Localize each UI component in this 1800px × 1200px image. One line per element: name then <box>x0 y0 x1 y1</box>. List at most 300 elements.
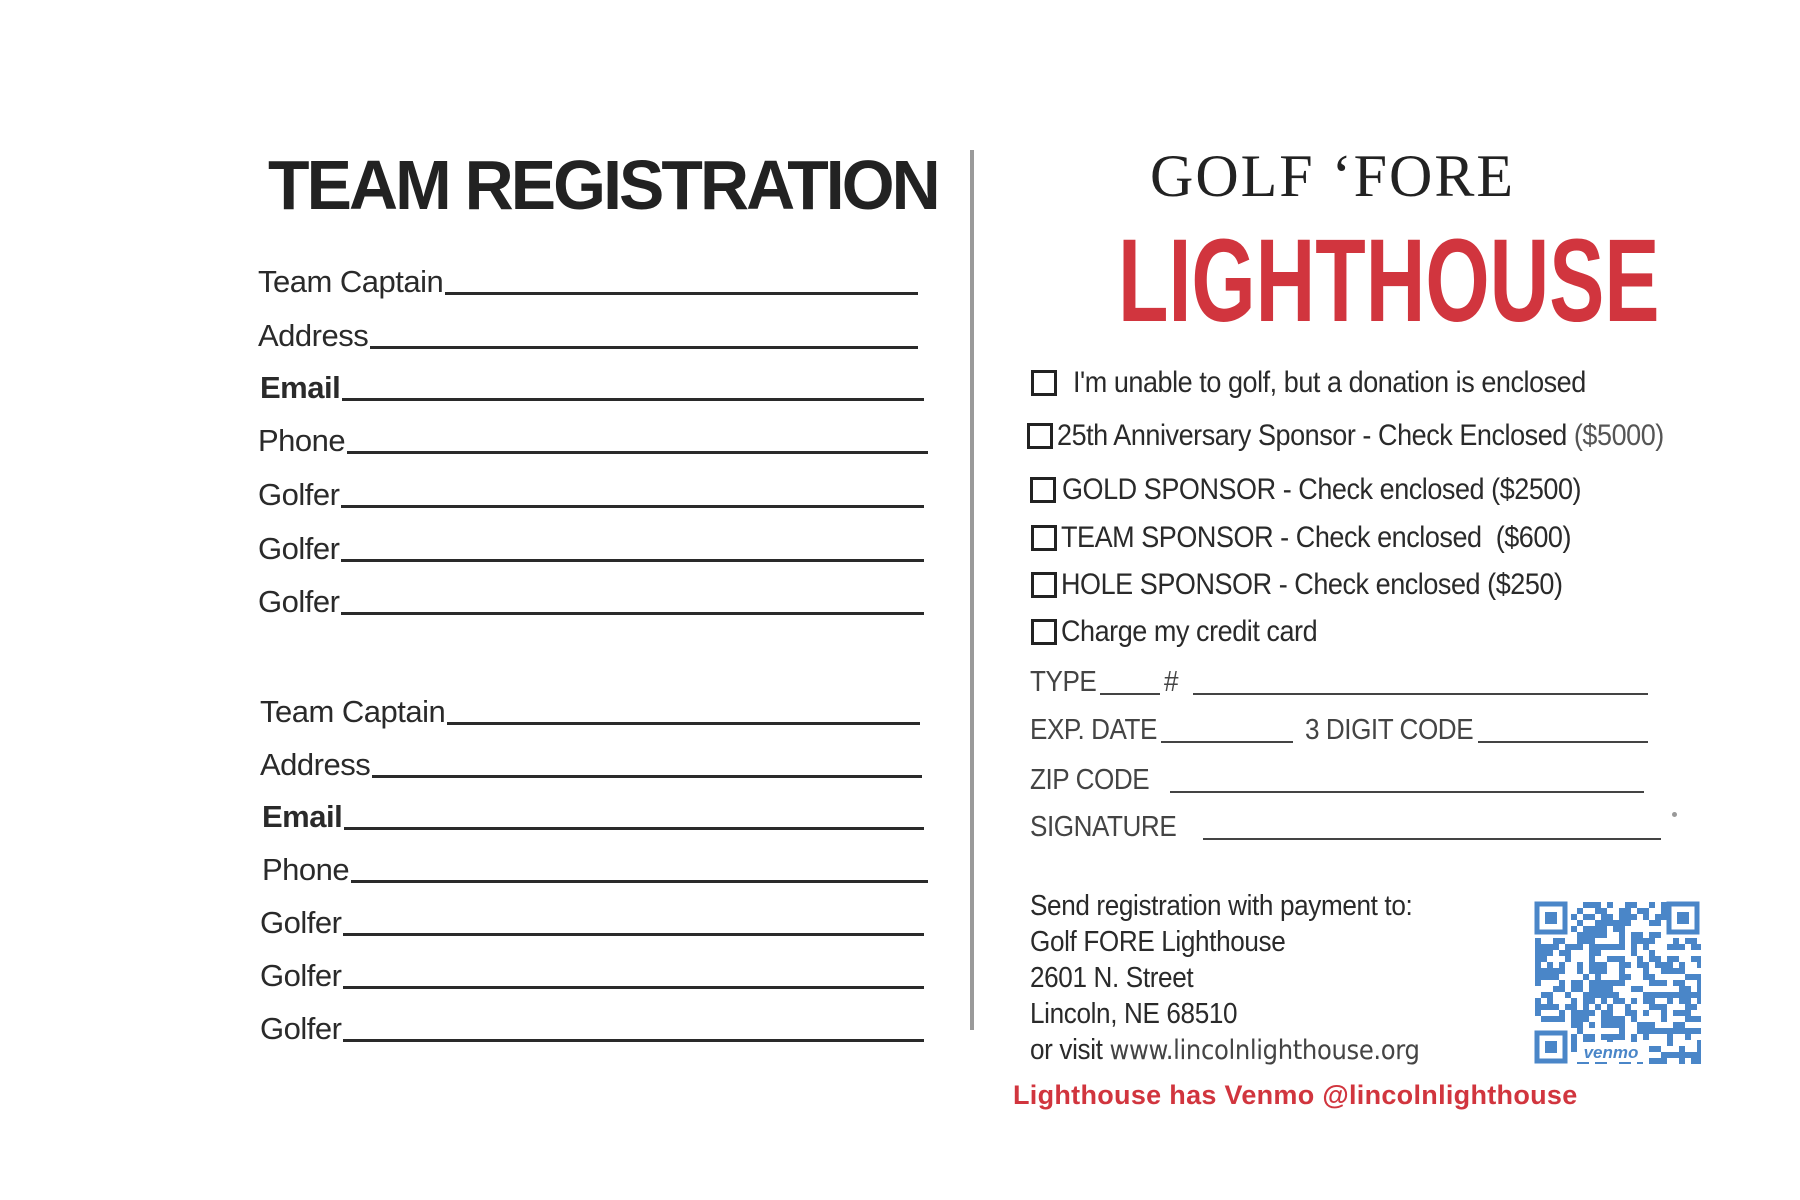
qr-module <box>1595 950 1601 956</box>
option-label <box>1057 421 1664 451</box>
qr-module <box>1583 974 1589 980</box>
qr-module <box>1601 980 1607 986</box>
blank-line <box>370 346 918 349</box>
qr-module <box>1619 962 1625 968</box>
qr-module <box>1643 938 1649 944</box>
mail-city: Lincoln, NE 68510 <box>1030 998 1238 1030</box>
qr-module <box>1547 974 1553 980</box>
qr-module <box>1619 926 1625 932</box>
qr-module <box>1595 920 1601 926</box>
qr-module <box>1619 944 1625 950</box>
qr-module <box>1697 962 1701 968</box>
qr-module <box>1535 944 1541 950</box>
card-exp-row[interactable] <box>1030 716 1648 745</box>
qr-module <box>1577 1022 1583 1028</box>
qr-module <box>1541 1004 1547 1010</box>
qr-module <box>1589 938 1595 944</box>
qr-module <box>1631 998 1637 1004</box>
qr-module <box>1571 944 1577 950</box>
exp-date-blank[interactable] <box>1161 741 1293 743</box>
qr-module <box>1697 974 1701 980</box>
qr-module <box>1679 1010 1685 1016</box>
website-link[interactable]: www.lincolnlighthouse.org <box>1109 1035 1420 1066</box>
stray-dot <box>1672 812 1677 817</box>
field-label: Email <box>262 799 343 834</box>
blank-line <box>447 722 920 725</box>
qr-module <box>1607 1034 1613 1040</box>
qr-module <box>1595 902 1601 908</box>
qr-module <box>1553 938 1559 944</box>
anniversary-sponsor-checkbox[interactable] <box>1027 423 1053 449</box>
qr-module <box>1571 980 1577 986</box>
qr-module <box>1625 920 1631 926</box>
qr-module <box>1697 956 1701 962</box>
qr-module <box>1619 998 1625 1004</box>
lighthouse-logo: LIGHTHOUSE <box>1118 215 1660 347</box>
blank-line <box>342 398 924 401</box>
qr-module <box>1565 1004 1571 1010</box>
qr-module <box>1649 938 1655 944</box>
card-number-label: # <box>1163 666 1178 698</box>
qr-module <box>1685 974 1691 980</box>
qr-module <box>1589 980 1595 986</box>
qr-module <box>1697 1028 1701 1034</box>
qr-module <box>1595 1004 1601 1010</box>
qr-module <box>1691 956 1697 962</box>
qr-module <box>1649 1046 1655 1052</box>
team1-phone-field[interactable] <box>258 416 928 456</box>
qr-module <box>1589 926 1595 932</box>
qr-module <box>1643 974 1649 980</box>
qr-module <box>1595 926 1601 932</box>
qr-module <box>1559 962 1565 968</box>
qr-module <box>1649 980 1655 986</box>
qr-module <box>1673 956 1679 962</box>
or-visit-text: or visit <box>1030 1034 1103 1066</box>
qr-module <box>1619 974 1625 980</box>
qr-module <box>1691 1052 1697 1058</box>
team2-phone-field[interactable] <box>262 845 928 885</box>
qr-module <box>1589 950 1595 956</box>
qr-module <box>1697 1052 1701 1058</box>
qr-module <box>1655 1058 1661 1064</box>
qr-module <box>1655 1046 1661 1052</box>
qr-module <box>1559 938 1565 944</box>
qr-module <box>1577 986 1583 992</box>
qr-module <box>1649 1004 1655 1010</box>
qr-module <box>1685 1004 1691 1010</box>
credit-card-checkbox[interactable] <box>1031 619 1057 645</box>
qr-module <box>1547 944 1553 950</box>
qr-module <box>1655 920 1661 926</box>
field-label: Golfer <box>260 1011 342 1046</box>
card-number-blank[interactable] <box>1193 693 1648 695</box>
option-amount: ($5000) <box>1573 419 1664 452</box>
option-credit-card[interactable] <box>1031 617 1346 647</box>
qr-module <box>1583 1034 1589 1040</box>
qr-module <box>1583 932 1589 938</box>
page-title: TEAM REGISTRATION <box>268 146 938 224</box>
qr-module <box>1619 968 1625 974</box>
qr-module <box>1619 914 1625 920</box>
qr-module <box>1577 1016 1583 1022</box>
qr-module <box>1691 1028 1697 1034</box>
option-gold-sponsor[interactable] <box>1030 475 1639 505</box>
qr-module <box>1673 944 1679 950</box>
qr-module <box>1601 926 1607 932</box>
qr-module <box>1601 914 1607 920</box>
qr-module <box>1607 914 1613 920</box>
qr-module <box>1619 956 1625 962</box>
qr-module <box>1649 974 1655 980</box>
qr-module <box>1679 1028 1685 1034</box>
qr-module <box>1691 938 1697 944</box>
qr-module <box>1697 986 1701 992</box>
qr-module <box>1613 944 1619 950</box>
venmo-label: venmo <box>1583 1043 1639 1062</box>
qr-module <box>1565 944 1571 950</box>
qr-module <box>1589 914 1595 920</box>
qr-module <box>1625 1004 1631 1010</box>
qr-module <box>1649 1028 1655 1034</box>
qr-module <box>1583 992 1589 998</box>
card-type-label: TYPE <box>1030 666 1097 698</box>
qr-module <box>1625 902 1631 908</box>
team1-email-field[interactable] <box>260 363 924 403</box>
option-label: TEAM SPONSOR - Check enclosed ($600) <box>1061 521 1572 554</box>
qr-module <box>1661 1016 1667 1022</box>
qr-module <box>1595 992 1601 998</box>
qr-module <box>1679 998 1685 1004</box>
option-team-sponsor[interactable] <box>1031 523 1628 553</box>
qr-module <box>1583 902 1589 908</box>
qr-module <box>1667 968 1673 974</box>
qr-module <box>1595 980 1601 986</box>
exp-date-label: EXP. DATE <box>1030 714 1157 746</box>
qr-module <box>1553 944 1559 950</box>
qr-module <box>1613 956 1619 962</box>
qr-module <box>1577 968 1583 974</box>
qr-module <box>1637 908 1643 914</box>
qr-module <box>1643 1028 1649 1034</box>
qr-module <box>1661 1052 1667 1058</box>
digit-code-label: 3 DIGIT CODE <box>1305 714 1474 746</box>
qr-module <box>1547 992 1553 998</box>
qr-module <box>1619 1022 1625 1028</box>
qr-module <box>1607 986 1613 992</box>
qr-module <box>1649 956 1655 962</box>
qr-module <box>1595 932 1601 938</box>
qr-module <box>1667 992 1673 998</box>
qr-module <box>1637 938 1643 944</box>
qr-module <box>1649 902 1655 908</box>
qr-module <box>1583 914 1589 920</box>
option-label: GOLD SPONSOR - Check enclosed ($2500) <box>1062 473 1582 506</box>
team2-address-field[interactable] <box>260 740 922 780</box>
qr-module <box>1655 914 1661 920</box>
qr-module <box>1589 986 1595 992</box>
qr-module <box>1607 992 1613 998</box>
qr-module <box>1643 914 1649 920</box>
qr-module <box>1553 974 1559 980</box>
field-label: Golfer <box>258 584 340 619</box>
team2-golfer-3-field[interactable] <box>260 1004 924 1044</box>
qr-module <box>1649 932 1655 938</box>
qr-module <box>1589 1022 1595 1028</box>
qr-module <box>1661 914 1667 920</box>
qr-module <box>1679 968 1685 974</box>
qr-module <box>1571 1034 1577 1040</box>
qr-module <box>1535 962 1541 968</box>
qr-module <box>1661 902 1667 908</box>
qr-module <box>1667 1040 1673 1046</box>
card-type-blank[interactable] <box>1100 693 1160 695</box>
qr-module <box>1607 980 1613 986</box>
qr-module <box>1625 908 1631 914</box>
qr-module <box>1559 980 1565 986</box>
qr-module <box>1631 950 1637 956</box>
qr-module <box>1535 1004 1541 1010</box>
qr-module <box>1607 956 1613 962</box>
qr-module <box>1667 1028 1673 1034</box>
qr-module <box>1619 980 1625 986</box>
qr-module <box>1607 1004 1613 1010</box>
qr-module <box>1565 992 1571 998</box>
option-anniversary-sponsor[interactable] <box>1027 421 1731 451</box>
qr-module <box>1649 1058 1655 1064</box>
qr-module <box>1583 926 1589 932</box>
qr-module <box>1607 920 1613 926</box>
qr-module <box>1559 1010 1565 1016</box>
qr-module <box>1655 1004 1661 1010</box>
qr-module <box>1601 1034 1607 1040</box>
qr-module <box>1691 1058 1697 1064</box>
qr-module <box>1571 914 1577 920</box>
field-label: Golfer <box>260 905 342 940</box>
qr-module <box>1625 962 1631 968</box>
qr-module <box>1655 1028 1661 1034</box>
option-hole-sponsor[interactable] <box>1031 570 1618 600</box>
qr-module <box>1601 992 1607 998</box>
qr-module <box>1601 962 1607 968</box>
qr-module <box>1607 902 1613 908</box>
team2-email-field[interactable] <box>262 792 924 832</box>
qr-module <box>1601 998 1607 1004</box>
team1-captain-field[interactable] <box>258 257 918 297</box>
qr-module <box>1673 1052 1679 1058</box>
qr-module <box>1541 974 1547 980</box>
qr-module <box>1637 932 1643 938</box>
gold-sponsor-checkbox[interactable] <box>1030 477 1056 503</box>
qr-module <box>1577 980 1583 986</box>
qr-module <box>1535 938 1541 944</box>
qr-module <box>1571 1040 1577 1046</box>
qr-module <box>1553 1016 1559 1022</box>
qr-module <box>1547 962 1553 968</box>
qr-module <box>1697 1040 1701 1046</box>
qr-module <box>1637 1028 1643 1034</box>
qr-module <box>1565 956 1571 962</box>
venmo-qr-code[interactable] <box>1533 900 1701 1065</box>
qr-module <box>1679 1046 1685 1052</box>
qr-module <box>1685 992 1691 998</box>
donation-checkbox[interactable] <box>1031 370 1057 396</box>
qr-module <box>1577 962 1583 968</box>
qr-module <box>1643 944 1649 950</box>
team2-golfer-1-field[interactable] <box>260 898 924 938</box>
qr-module <box>1625 1010 1631 1016</box>
qr-module <box>1601 1022 1607 1028</box>
qr-module <box>1559 950 1565 956</box>
qr-module <box>1589 962 1595 968</box>
qr-module <box>1577 1010 1583 1016</box>
qr-module <box>1559 986 1565 992</box>
qr-module <box>1535 980 1541 986</box>
qr-module <box>1697 1046 1701 1052</box>
qr-module <box>1583 998 1589 1004</box>
qr-module <box>1547 998 1553 1004</box>
qr-module <box>1625 914 1631 920</box>
zip-code-label: ZIP CODE <box>1030 764 1150 796</box>
blank-line <box>341 559 924 562</box>
qr-module <box>1685 938 1691 944</box>
qr-module <box>1673 992 1679 998</box>
qr-module <box>1547 968 1553 974</box>
qr-module <box>1673 1028 1679 1034</box>
field-label: Email <box>260 370 341 405</box>
qr-module <box>1655 956 1661 962</box>
qr-module <box>1661 908 1667 914</box>
qr-module <box>1541 992 1547 998</box>
blank-line <box>343 1039 924 1042</box>
qr-module <box>1691 944 1697 950</box>
qr-module <box>1631 944 1637 950</box>
venmo-note: Lighthouse has Venmo @lincolnlighthouse <box>1013 1080 1578 1110</box>
qr-module <box>1589 902 1595 908</box>
qr-module <box>1679 980 1685 986</box>
blank-line <box>372 775 922 778</box>
qr-module <box>1565 950 1571 956</box>
team2-captain-field[interactable] <box>260 687 920 727</box>
field-label: Team Captain <box>260 694 446 729</box>
card-signature-row[interactable] <box>1030 813 1661 842</box>
qr-module <box>1655 980 1661 986</box>
qr-module <box>1577 938 1583 944</box>
field-label: Address <box>258 318 369 353</box>
qr-module <box>1547 950 1553 956</box>
qr-module <box>1697 1058 1701 1064</box>
team1-address-field[interactable] <box>258 311 918 351</box>
qr-module <box>1559 968 1565 974</box>
hole-sponsor-checkbox[interactable] <box>1031 572 1057 598</box>
field-label: Golfer <box>258 477 340 512</box>
qr-module <box>1661 962 1667 968</box>
zip-code-blank[interactable] <box>1170 791 1644 793</box>
brand-title: GOLF ‘FORE <box>1150 143 1516 209</box>
qr-module <box>1673 1010 1679 1016</box>
qr-module <box>1619 1034 1625 1040</box>
qr-module <box>1649 998 1655 1004</box>
qr-module <box>1571 998 1577 1004</box>
qr-module <box>1685 1034 1691 1040</box>
qr-module <box>1661 968 1667 974</box>
qr-module <box>1661 1058 1667 1064</box>
qr-module <box>1697 992 1701 998</box>
qr-module <box>1577 932 1583 938</box>
qr-module <box>1697 998 1701 1004</box>
qr-module <box>1619 1016 1625 1022</box>
qr-module <box>1661 1004 1667 1010</box>
qr-module <box>1655 962 1661 968</box>
card-zip-row[interactable] <box>1030 766 1644 795</box>
qr-module <box>1595 974 1601 980</box>
qr-module <box>1691 1016 1697 1022</box>
qr-module <box>1643 1034 1649 1040</box>
team-sponsor-checkbox[interactable] <box>1031 525 1057 551</box>
qr-module <box>1697 944 1701 950</box>
option-donation[interactable] <box>1031 368 1643 398</box>
qr-module <box>1649 992 1655 998</box>
qr-module <box>1547 1016 1553 1022</box>
qr-module <box>1625 974 1631 980</box>
qr-module <box>1679 944 1685 950</box>
option-label: Charge my credit card <box>1061 615 1318 648</box>
qr-module <box>1685 1010 1691 1016</box>
qr-module <box>1613 1034 1619 1040</box>
qr-module <box>1631 902 1637 908</box>
qr-module <box>1601 986 1607 992</box>
option-label-text: 25th Anniversary Sponsor - Check Enclosed <box>1057 419 1567 452</box>
qr-module <box>1685 986 1691 992</box>
signature-label: SIGNATURE <box>1030 811 1177 843</box>
qr-module <box>1643 998 1649 1004</box>
qr-module <box>1577 944 1583 950</box>
qr-module <box>1553 968 1559 974</box>
qr-module <box>1583 1016 1589 1022</box>
blank-line <box>344 827 924 830</box>
qr-module <box>1631 1034 1637 1040</box>
qr-module <box>1691 992 1697 998</box>
team1-golfer-2-field[interactable] <box>258 524 924 564</box>
qr-module <box>1535 998 1541 1004</box>
digit-code-blank[interactable] <box>1478 741 1648 743</box>
team1-golfer-3-field[interactable] <box>258 577 924 617</box>
qr-module <box>1607 1022 1613 1028</box>
qr-module <box>1637 962 1643 968</box>
qr-module <box>1613 992 1619 998</box>
qr-module <box>1589 968 1595 974</box>
card-type-row[interactable] <box>1030 668 1648 697</box>
field-label: Golfer <box>258 531 340 566</box>
qr-module <box>1535 968 1541 974</box>
qr-module <box>1601 1016 1607 1022</box>
qr-module <box>1589 992 1595 998</box>
qr-module <box>1649 920 1655 926</box>
field-label: Phone <box>262 852 350 887</box>
qr-module <box>1601 920 1607 926</box>
qr-module <box>1673 938 1679 944</box>
team1-golfer-1-field[interactable] <box>258 470 924 510</box>
signature-blank[interactable] <box>1203 838 1661 840</box>
team2-golfer-2-field[interactable] <box>260 951 924 991</box>
qr-module <box>1595 908 1601 914</box>
qr-module <box>1685 1016 1691 1022</box>
qr-module <box>1577 920 1583 926</box>
qr-module <box>1571 986 1577 992</box>
blank-line <box>341 612 924 615</box>
qr-module <box>1667 944 1673 950</box>
qr-module <box>1613 998 1619 1004</box>
